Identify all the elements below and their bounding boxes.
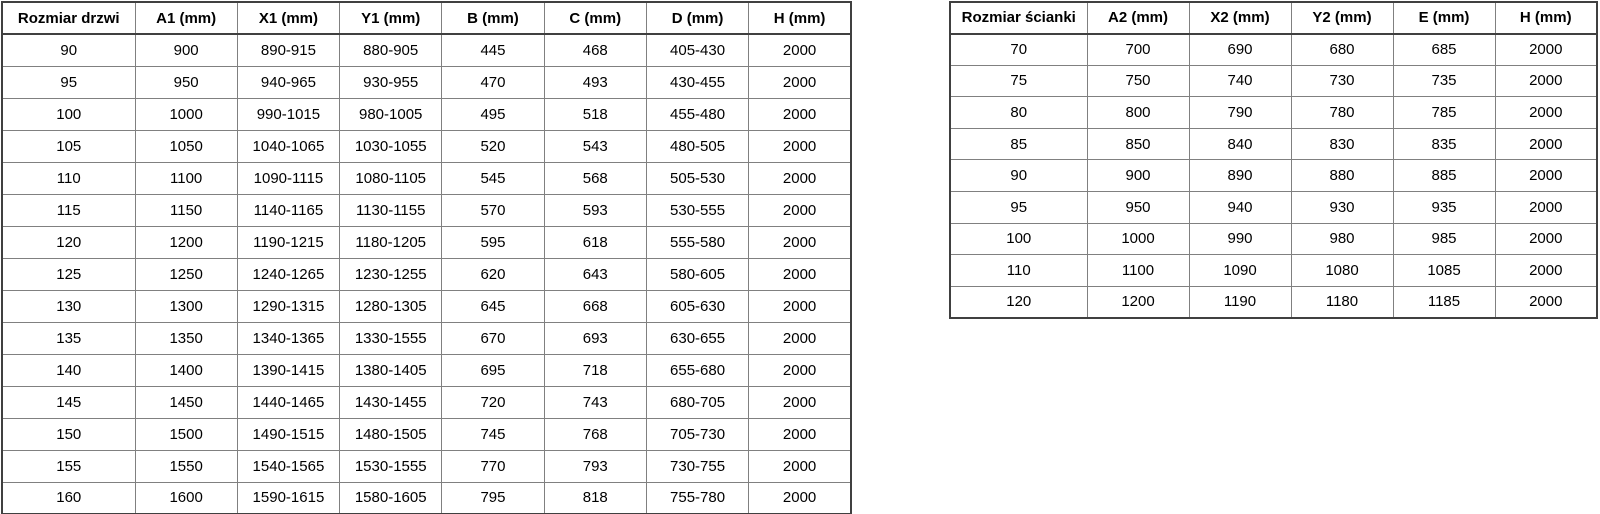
- table-row: [2, 322, 851, 354]
- table-cell: 595: [442, 226, 544, 258]
- column-header: B (mm): [442, 2, 544, 34]
- table-cell: 1200: [135, 226, 237, 258]
- table-cell: 2000: [749, 130, 851, 162]
- table-cell: 1000: [135, 98, 237, 130]
- table-cell: 593: [544, 194, 646, 226]
- table-cell: 793: [544, 450, 646, 482]
- table-cell: 2000: [1495, 286, 1597, 318]
- column-header: X1 (mm): [237, 2, 339, 34]
- table-cell: 830: [1291, 128, 1393, 160]
- table-cell: 1380-1405: [340, 354, 442, 386]
- table-cell: 2000: [749, 194, 851, 226]
- column-header: D (mm): [646, 2, 748, 34]
- table-cell: 1100: [135, 162, 237, 194]
- table-cell: 935: [1393, 192, 1495, 224]
- wall-table-body: [950, 34, 1597, 318]
- table-cell: 2000: [1495, 97, 1597, 129]
- table-cell: 745: [442, 418, 544, 450]
- table-cell: 1085: [1393, 255, 1495, 287]
- table-cell: 750: [1087, 65, 1189, 97]
- column-header: Y1 (mm): [340, 2, 442, 34]
- column-header: E (mm): [1393, 2, 1495, 34]
- table-cell: 543: [544, 130, 646, 162]
- table-cell: 1350: [135, 322, 237, 354]
- table-row: [950, 286, 1597, 318]
- table-row: [2, 258, 851, 290]
- table-cell: 1530-1555: [340, 450, 442, 482]
- table-cell: 135: [2, 322, 135, 354]
- table-cell: 545: [442, 162, 544, 194]
- door-size-table: [1, 1, 852, 514]
- table-cell: 1500: [135, 418, 237, 450]
- table-cell: 2000: [749, 66, 851, 98]
- table-cell: 818: [544, 482, 646, 514]
- table-cell: 705-730: [646, 418, 748, 450]
- table-cell: 835: [1393, 128, 1495, 160]
- column-header: A1 (mm): [135, 2, 237, 34]
- table-cell: 643: [544, 258, 646, 290]
- table-cell: 520: [442, 130, 544, 162]
- table-cell: 618: [544, 226, 646, 258]
- table-cell: 470: [442, 66, 544, 98]
- column-header: C (mm): [544, 2, 646, 34]
- table-row: [950, 192, 1597, 224]
- door-table-header-row: [2, 2, 851, 34]
- wall-size-table: [949, 1, 1598, 319]
- table-cell: 2000: [749, 98, 851, 130]
- table-cell: 100: [950, 223, 1087, 255]
- wall-table-header-row: [950, 2, 1597, 34]
- table-cell: 480-505: [646, 130, 748, 162]
- table-cell: 2000: [749, 226, 851, 258]
- table-cell: 1300: [135, 290, 237, 322]
- table-cell: 2000: [749, 450, 851, 482]
- table-cell: 2000: [749, 34, 851, 66]
- table-cell: 990-1015: [237, 98, 339, 130]
- column-header: X2 (mm): [1189, 2, 1291, 34]
- column-header: Y2 (mm): [1291, 2, 1393, 34]
- table-cell: 455-480: [646, 98, 748, 130]
- table-cell: 1280-1305: [340, 290, 442, 322]
- table-cell: 2000: [1495, 65, 1597, 97]
- table-cell: 580-605: [646, 258, 748, 290]
- table-cell: 940-965: [237, 66, 339, 98]
- table-cell: 1450: [135, 386, 237, 418]
- table-cell: 95: [950, 192, 1087, 224]
- table-cell: 120: [950, 286, 1087, 318]
- table-cell: 1490-1515: [237, 418, 339, 450]
- table-row: [2, 194, 851, 226]
- table-cell: 850: [1087, 128, 1189, 160]
- table-cell: 620: [442, 258, 544, 290]
- table-cell: 90: [2, 34, 135, 66]
- table-cell: 980: [1291, 223, 1393, 255]
- table-cell: 655-680: [646, 354, 748, 386]
- table-cell: 735: [1393, 65, 1495, 97]
- table-cell: 630-655: [646, 322, 748, 354]
- table-cell: 740: [1189, 65, 1291, 97]
- table-cell: 85: [950, 128, 1087, 160]
- table-cell: 718: [544, 354, 646, 386]
- table-cell: 800: [1087, 97, 1189, 129]
- table-cell: 755-780: [646, 482, 748, 514]
- table-cell: 570: [442, 194, 544, 226]
- table-cell: 770: [442, 450, 544, 482]
- table-cell: 90: [950, 160, 1087, 192]
- table-cell: 1080-1105: [340, 162, 442, 194]
- table-cell: 155: [2, 450, 135, 482]
- table-cell: 568: [544, 162, 646, 194]
- table-cell: 790: [1189, 97, 1291, 129]
- table-cell: 885: [1393, 160, 1495, 192]
- table-row: [2, 354, 851, 386]
- table-cell: 150: [2, 418, 135, 450]
- table-cell: 530-555: [646, 194, 748, 226]
- table-cell: 720: [442, 386, 544, 418]
- table-cell: 1180-1205: [340, 226, 442, 258]
- table-cell: 880: [1291, 160, 1393, 192]
- table-cell: 105: [2, 130, 135, 162]
- table-cell: 1580-1605: [340, 482, 442, 514]
- table-cell: 880-905: [340, 34, 442, 66]
- table-cell: 930-955: [340, 66, 442, 98]
- table-cell: 1430-1455: [340, 386, 442, 418]
- table-cell: 2000: [749, 418, 851, 450]
- table-row: [2, 130, 851, 162]
- table-cell: 1240-1265: [237, 258, 339, 290]
- table-cell: 445: [442, 34, 544, 66]
- table-cell: 1000: [1087, 223, 1189, 255]
- table-row: [2, 290, 851, 322]
- table-cell: 430-455: [646, 66, 748, 98]
- table-cell: 1480-1505: [340, 418, 442, 450]
- table-row: [2, 226, 851, 258]
- table-cell: 2000: [749, 290, 851, 322]
- table-cell: 990: [1189, 223, 1291, 255]
- table-row: [2, 386, 851, 418]
- table-row: [950, 255, 1597, 287]
- table-cell: 555-580: [646, 226, 748, 258]
- table-row: [2, 162, 851, 194]
- column-header: Rozmiar ścianki: [950, 2, 1087, 34]
- table-cell: 2000: [749, 162, 851, 194]
- table-cell: 1250: [135, 258, 237, 290]
- table-cell: 940: [1189, 192, 1291, 224]
- table-cell: 1190: [1189, 286, 1291, 318]
- table-cell: 75: [950, 65, 1087, 97]
- table-row: [2, 450, 851, 482]
- table-cell: 645: [442, 290, 544, 322]
- table-cell: 505-530: [646, 162, 748, 194]
- table-cell: 1200: [1087, 286, 1189, 318]
- door-table-body: [2, 34, 851, 514]
- table-cell: 518: [544, 98, 646, 130]
- table-cell: 110: [2, 162, 135, 194]
- table-row: [950, 223, 1597, 255]
- table-cell: 100: [2, 98, 135, 130]
- column-header: Rozmiar drzwi: [2, 2, 135, 34]
- table-cell: 80: [950, 97, 1087, 129]
- table-cell: 2000: [1495, 255, 1597, 287]
- table-cell: 495: [442, 98, 544, 130]
- table-row: [2, 98, 851, 130]
- table-cell: 685: [1393, 34, 1495, 66]
- table-cell: 2000: [1495, 128, 1597, 160]
- table-cell: 680: [1291, 34, 1393, 66]
- table-cell: 950: [1087, 192, 1189, 224]
- table-cell: 780: [1291, 97, 1393, 129]
- table-cell: 115: [2, 194, 135, 226]
- table-cell: 1550: [135, 450, 237, 482]
- table-cell: 1540-1565: [237, 450, 339, 482]
- table-cell: 2000: [1495, 192, 1597, 224]
- table-cell: 145: [2, 386, 135, 418]
- table-cell: 1185: [1393, 286, 1495, 318]
- table-cell: 2000: [1495, 34, 1597, 66]
- table-cell: 1290-1315: [237, 290, 339, 322]
- table-cell: 125: [2, 258, 135, 290]
- table-cell: 1140-1165: [237, 194, 339, 226]
- table-cell: 605-630: [646, 290, 748, 322]
- table-cell: 1150: [135, 194, 237, 226]
- table-row: [2, 418, 851, 450]
- table-row: [950, 65, 1597, 97]
- column-header: H (mm): [749, 2, 851, 34]
- table-cell: 2000: [749, 258, 851, 290]
- table-cell: 695: [442, 354, 544, 386]
- table-cell: 980-1005: [340, 98, 442, 130]
- table-cell: 900: [135, 34, 237, 66]
- table-cell: 2000: [749, 386, 851, 418]
- table-row: [950, 128, 1597, 160]
- table-cell: 1230-1255: [340, 258, 442, 290]
- table-cell: 680-705: [646, 386, 748, 418]
- table-cell: 468: [544, 34, 646, 66]
- table-cell: 1050: [135, 130, 237, 162]
- table-cell: 700: [1087, 34, 1189, 66]
- table-cell: 840: [1189, 128, 1291, 160]
- table-cell: 130: [2, 290, 135, 322]
- table-cell: 670: [442, 322, 544, 354]
- table-cell: 795: [442, 482, 544, 514]
- table-cell: 95: [2, 66, 135, 98]
- table-cell: 985: [1393, 223, 1495, 255]
- table-row: [950, 160, 1597, 192]
- table-cell: 668: [544, 290, 646, 322]
- column-header: H (mm): [1495, 2, 1597, 34]
- table-row: [2, 66, 851, 98]
- table-cell: 1390-1415: [237, 354, 339, 386]
- table-cell: 2000: [1495, 223, 1597, 255]
- table-cell: 1400: [135, 354, 237, 386]
- table-cell: 70: [950, 34, 1087, 66]
- table-cell: 160: [2, 482, 135, 514]
- table-cell: 140: [2, 354, 135, 386]
- table-cell: 1040-1065: [237, 130, 339, 162]
- table-cell: 1190-1215: [237, 226, 339, 258]
- table-cell: 1440-1465: [237, 386, 339, 418]
- table-cell: 693: [544, 322, 646, 354]
- table-cell: 1100: [1087, 255, 1189, 287]
- table-cell: 950: [135, 66, 237, 98]
- table-cell: 1330-1555: [340, 322, 442, 354]
- table-cell: 493: [544, 66, 646, 98]
- table-cell: 405-430: [646, 34, 748, 66]
- table-cell: 2000: [1495, 160, 1597, 192]
- table-cell: 890-915: [237, 34, 339, 66]
- table-cell: 690: [1189, 34, 1291, 66]
- table-row: [2, 482, 851, 514]
- table-row: [950, 34, 1597, 66]
- table-cell: 2000: [749, 482, 851, 514]
- table-cell: 730-755: [646, 450, 748, 482]
- table-cell: 890: [1189, 160, 1291, 192]
- table-cell: 743: [544, 386, 646, 418]
- table-cell: 1080: [1291, 255, 1393, 287]
- table-cell: 900: [1087, 160, 1189, 192]
- table-cell: 1130-1155: [340, 194, 442, 226]
- column-header: A2 (mm): [1087, 2, 1189, 34]
- table-cell: 1600: [135, 482, 237, 514]
- table-cell: 1090-1115: [237, 162, 339, 194]
- table-cell: 1090: [1189, 255, 1291, 287]
- table-cell: 785: [1393, 97, 1495, 129]
- table-cell: 1340-1365: [237, 322, 339, 354]
- table-cell: 2000: [749, 354, 851, 386]
- table-cell: 1030-1055: [340, 130, 442, 162]
- table-cell: 768: [544, 418, 646, 450]
- table-row: [2, 34, 851, 66]
- table-cell: 1180: [1291, 286, 1393, 318]
- table-cell: 730: [1291, 65, 1393, 97]
- table-cell: 120: [2, 226, 135, 258]
- table-row: [950, 97, 1597, 129]
- table-cell: 1590-1615: [237, 482, 339, 514]
- table-cell: 110: [950, 255, 1087, 287]
- table-cell: 930: [1291, 192, 1393, 224]
- table-cell: 2000: [749, 322, 851, 354]
